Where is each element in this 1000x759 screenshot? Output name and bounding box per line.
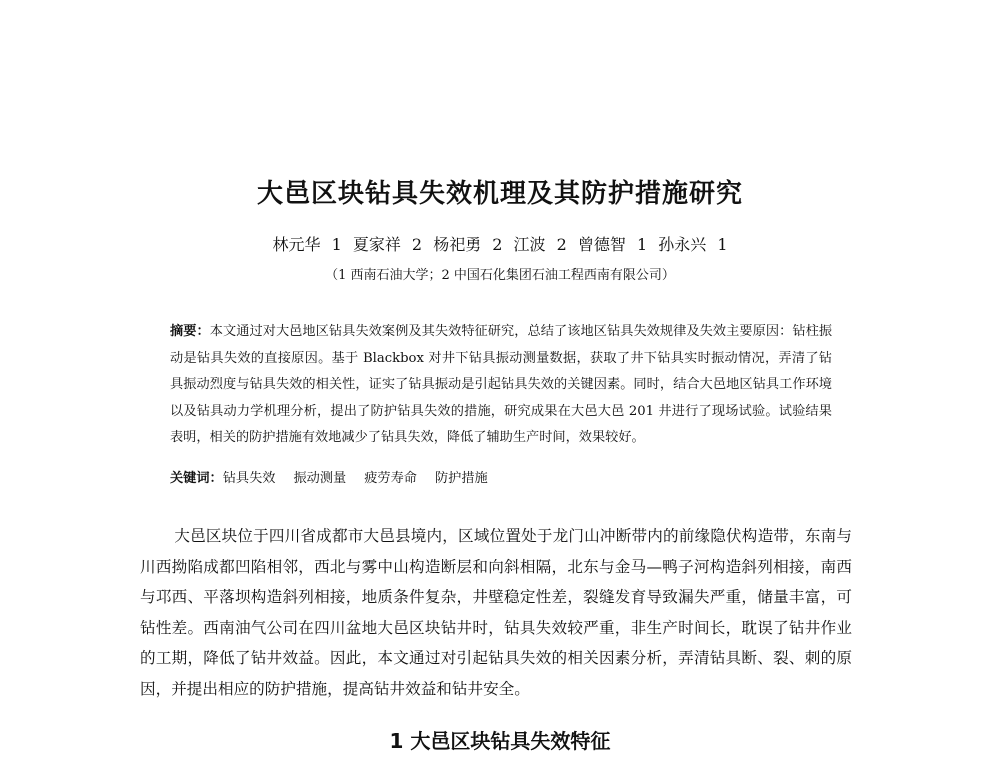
- keywords: [170, 467, 506, 486]
- section-heading: 1 大邑区块钻具失效特征: [389, 729, 611, 753]
- paper-title: 大邑区块钻具失效机理及其防护措施研究: [256, 179, 743, 209]
- keyword: 振动测量: [293, 471, 347, 486]
- keyword: 钻具失效: [222, 471, 276, 486]
- keywords-label: 关键词：: [170, 471, 223, 486]
- intro-paragraph: 大邑区块位于四川省成都市大邑县境内，区域位置处于龙门山冲断带内的前缘隐伏构造带，东南与川西拗陷成都凹陷相邻，西北与雾中山构造断层和向斜相隔，北东与金马—鸭子河构造斜列相接，南西与邛西、平落坝构造斜列相接，地质条件复杂，井壁稳定性差，裂缝发育导致漏失严重，储量丰富，可钻性差。西南油气公司在四川盆地大邑区块钻井时，钻具失效较严重，非生产时间长，耽误了钻井作业的工期，降低了钻井效益。因此，本文通过对引起钻具失效的相关因素分析，弄清钻具断、裂、刺的原因，并提出相应的防护措施，提高钻井效益和钻井安全。: [140, 527, 852, 698]
- abstract: [170, 319, 832, 452]
- keyword: 防护措施: [435, 471, 488, 486]
- abstract-label: 摘要：: [170, 324, 210, 339]
- author-list: 林元华 1 夏家祥 2 杨祀勇 2 江波 2 曾德智 1 孙永兴 1: [272, 235, 728, 254]
- keyword: 疲劳寿命: [364, 471, 417, 486]
- affiliation: （1 西南石油大学；2 中国石化集团石油工程西南有限公司）: [325, 268, 675, 283]
- abstract-text: 本文通过对大邑地区钻具失效案例及其失效特征研究，总结了该地区钻具失效规律及失效主要原因：钻柱振动是钻具失效的直接原因。基于 Blackbox 对井下钻具振动测量数据，获取了井下钻具实时振动情况，弄清了钻具振动烈度与钻具失效的相关性，证实了钻具振动是引起钻具失效的关键因素。同时，结合大邑地区钻具工作环境以及钻具动力学机理分析，提出了防护钻具失效的措施，研究成果在大邑大邑 201 井进行了现场试验。试验结果表明，相关的防护措施有效地减少了钻具失效，降低了辅助生产时间，效果较好。: [170, 324, 833, 445]
